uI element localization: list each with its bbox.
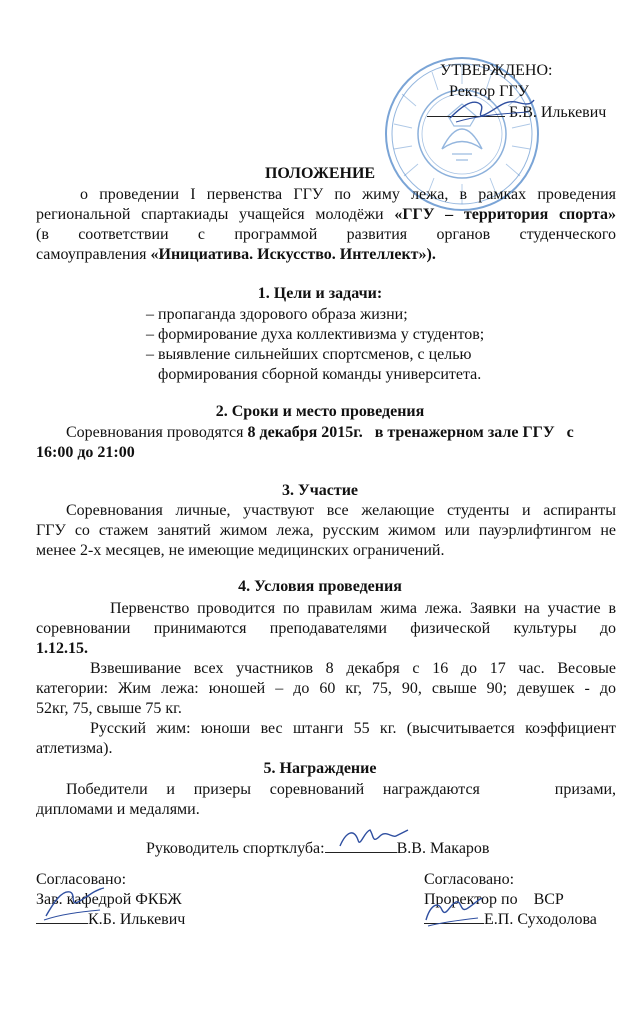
approval-name: Б.В. Илькевич xyxy=(509,104,607,121)
department-head-signature xyxy=(40,882,110,924)
section-4-p2-line: Взвешивание всех участников 8 декабря с 16 до 17 час. Весовые xyxy=(90,660,616,677)
approval-position: Ректор ГГУ xyxy=(449,83,529,100)
section-4-deadline: 1.12.15. xyxy=(36,640,88,657)
goal-item: – пропаганда здорового образа жизни; xyxy=(146,306,408,323)
section-5-heading: 5. Награждение xyxy=(263,760,377,777)
section-2-time: 16:00 до 21:00 xyxy=(36,444,135,461)
section-2-heading: 2. Сроки и место проведения xyxy=(215,403,425,420)
goal-item: – формирование духа коллективизма у студентов; xyxy=(146,326,485,343)
title-line-2-plain: региональной спартакиады учащейся молодёжи xyxy=(36,206,384,223)
agreed-right-name: Е.П. Суходолова xyxy=(484,911,597,928)
section-3-line: ГГУ со стажем занятий жимом лежа, русским жимом или пауэрлифтингом не xyxy=(36,522,616,539)
section-5-line: дипломами и медалями. xyxy=(36,801,200,818)
goal-item: формирования сборной команды университета. xyxy=(158,366,482,383)
club-head-signature xyxy=(336,822,410,854)
section-4-p2-line: 52кг, 75, свыше 75 кг. xyxy=(36,700,182,717)
section-4-p2-line: категории: Жим лежа: юношей – до 60 кг, 75, 90, свыше 90; девушек - до xyxy=(36,680,616,697)
goal-item: – выявление сильнейших спортсменов, с целью xyxy=(146,346,472,363)
section-4-heading: 4. Условия проведения xyxy=(238,578,402,595)
section-2-text-plain: Соревнования проводятся xyxy=(66,424,244,441)
vice-rector-signature xyxy=(420,890,486,930)
section-5-line: Победители и призеры соревнований награждаются призами, xyxy=(66,781,616,798)
section-1-heading: 1. Цели и задачи: xyxy=(257,285,383,302)
rector-signature xyxy=(446,92,536,126)
section-2-date-place: 8 декабря 2015г. в тренажерном зале ГГУ с xyxy=(247,424,574,441)
section-4-p1-line: Первенство проводится по правилам жима лежа. Заявки на участие в xyxy=(110,600,616,617)
agreed-right-word: Согласовано: xyxy=(424,871,515,888)
title-line-4 xyxy=(36,245,436,264)
agreed-left-position: Зав. кафедрой ФКБЖ xyxy=(36,891,182,908)
page-title: ПОЛОЖЕНИЕ xyxy=(264,165,376,182)
title-line-2 xyxy=(36,205,616,224)
section-3-line: Соревнования личные, участвуют все желающие студенты и аспиранты xyxy=(66,502,616,519)
club-head-name: В.В. Макаров xyxy=(396,840,490,857)
agreed-left-word: Согласовано: xyxy=(36,871,127,888)
section-3-heading: 3. Участие xyxy=(281,482,359,499)
title-line-4-bold: «Инициатива. Искусство. Интеллект»). xyxy=(150,246,436,263)
title-line-2-bold: «ГГУ – территория спорта» xyxy=(394,206,617,223)
agreed-left-name: К.Б. Илькевич xyxy=(88,911,186,928)
section-4-p1-line: соревновании принимаются преподавателями физической культуры до xyxy=(36,620,616,637)
approval-word: УТВЕРЖДЕНО: xyxy=(440,62,553,79)
title-line-4-plain: самоуправления xyxy=(36,246,147,263)
agreed-right-position: Проректор по ВСР xyxy=(424,891,564,908)
title-line-3: (в соответствии с программой развития органов студенческого xyxy=(36,226,616,243)
title-line-1: о проведении I первенства ГГУ по жиму лежа, в рамках проведения xyxy=(80,186,616,203)
club-head-label: Руководитель спортклуба: xyxy=(146,840,325,857)
section-4-p3-line: атлетизма). xyxy=(36,740,113,757)
section-2-text xyxy=(66,423,574,442)
section-4-p3-line: Русский жим: юноши вес штанги 55 кг. (высчитывается коэффициент xyxy=(90,720,616,737)
club-head-block xyxy=(146,839,489,858)
section-3-line: менее 2-х месяцев, не имеющие медицинских ограничений. xyxy=(36,542,445,559)
